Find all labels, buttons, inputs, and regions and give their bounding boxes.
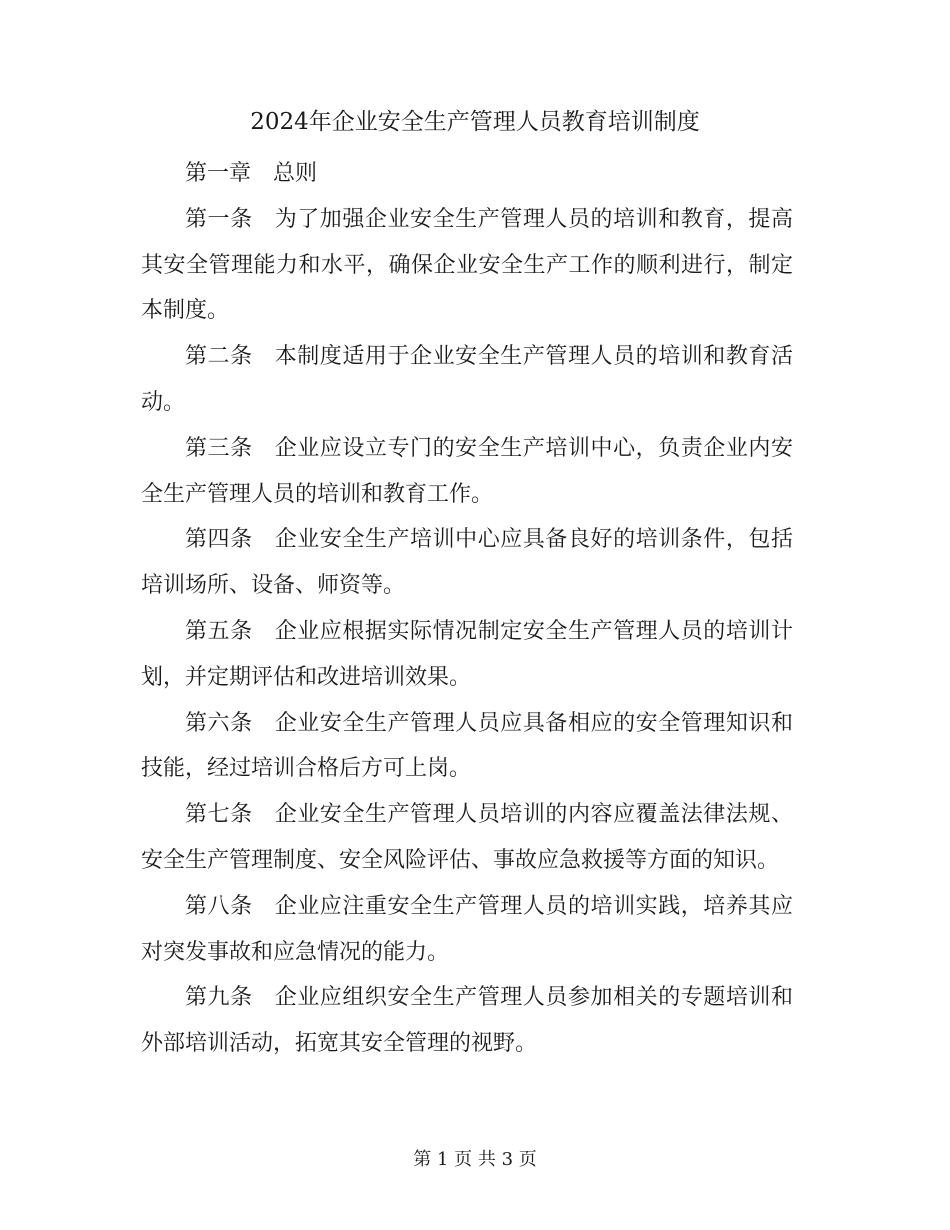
page-number: 第 1 页 共 3 页	[413, 1149, 537, 1170]
document-title: 2024年企业安全生产管理人员教育培训制度	[250, 109, 700, 135]
article-label: 第九条	[185, 985, 253, 1011]
article-3	[141, 426, 793, 518]
article-label: 第七条	[185, 802, 253, 828]
chapter-heading	[141, 151, 793, 197]
article-7	[141, 792, 793, 884]
article-8	[141, 884, 793, 976]
article-label: 第一条	[185, 206, 253, 232]
article-text: 企业安全生产管理人员应具备相应的安全管理知识和技能，经过培训合格后方可上岗。	[141, 710, 793, 782]
article-text: 企业安全生产管理人员培训的内容应覆盖法律法规、安全生产管理制度、安全风险评估、事故应急救援等方面的知识。	[141, 802, 793, 873]
article-5	[141, 609, 793, 701]
article-1	[141, 197, 793, 334]
article-text: 企业应组织安全生产管理人员参加相关的专题培训和外部培训活动，拓宽其安全管理的视野。	[141, 985, 793, 1057]
article-text: 企业应注重安全生产管理人员的培训实践，培养其应对突发事故和应急情况的能力。	[141, 893, 793, 965]
article-text: 企业应根据实际情况制定安全生产管理人员的培训计划，并定期评估和改进培训效果。	[141, 618, 793, 690]
article-label: 第八条	[185, 893, 253, 919]
article-9	[141, 975, 793, 1067]
article-text: 企业安全生产培训中心应具备良好的培训条件，包括培训场所、设备、师资等。	[141, 527, 793, 599]
article-6	[141, 701, 793, 793]
article-4	[141, 517, 793, 609]
chapter-title: 总则	[273, 161, 318, 186]
document-body	[141, 151, 793, 1067]
article-text: 企业应设立专门的安全生产培训中心，负责企业内安全生产管理人员的培训和教育工作。	[141, 435, 793, 507]
chapter-label: 第一章	[185, 161, 252, 186]
article-text: 为了加强企业安全生产管理人员的培训和教育，提高其安全管理能力和水平，确保企业安全生产工作的顺利进行，制定本制度。	[141, 206, 793, 324]
article-label: 第四条	[185, 527, 253, 553]
article-label: 第二条	[185, 344, 253, 370]
article-2	[141, 334, 793, 426]
article-text: 本制度适用于企业安全生产管理人员的培训和教育活动。	[141, 344, 793, 415]
article-label: 第六条	[185, 710, 253, 736]
article-label: 第三条	[185, 435, 253, 461]
article-label: 第五条	[185, 618, 253, 644]
